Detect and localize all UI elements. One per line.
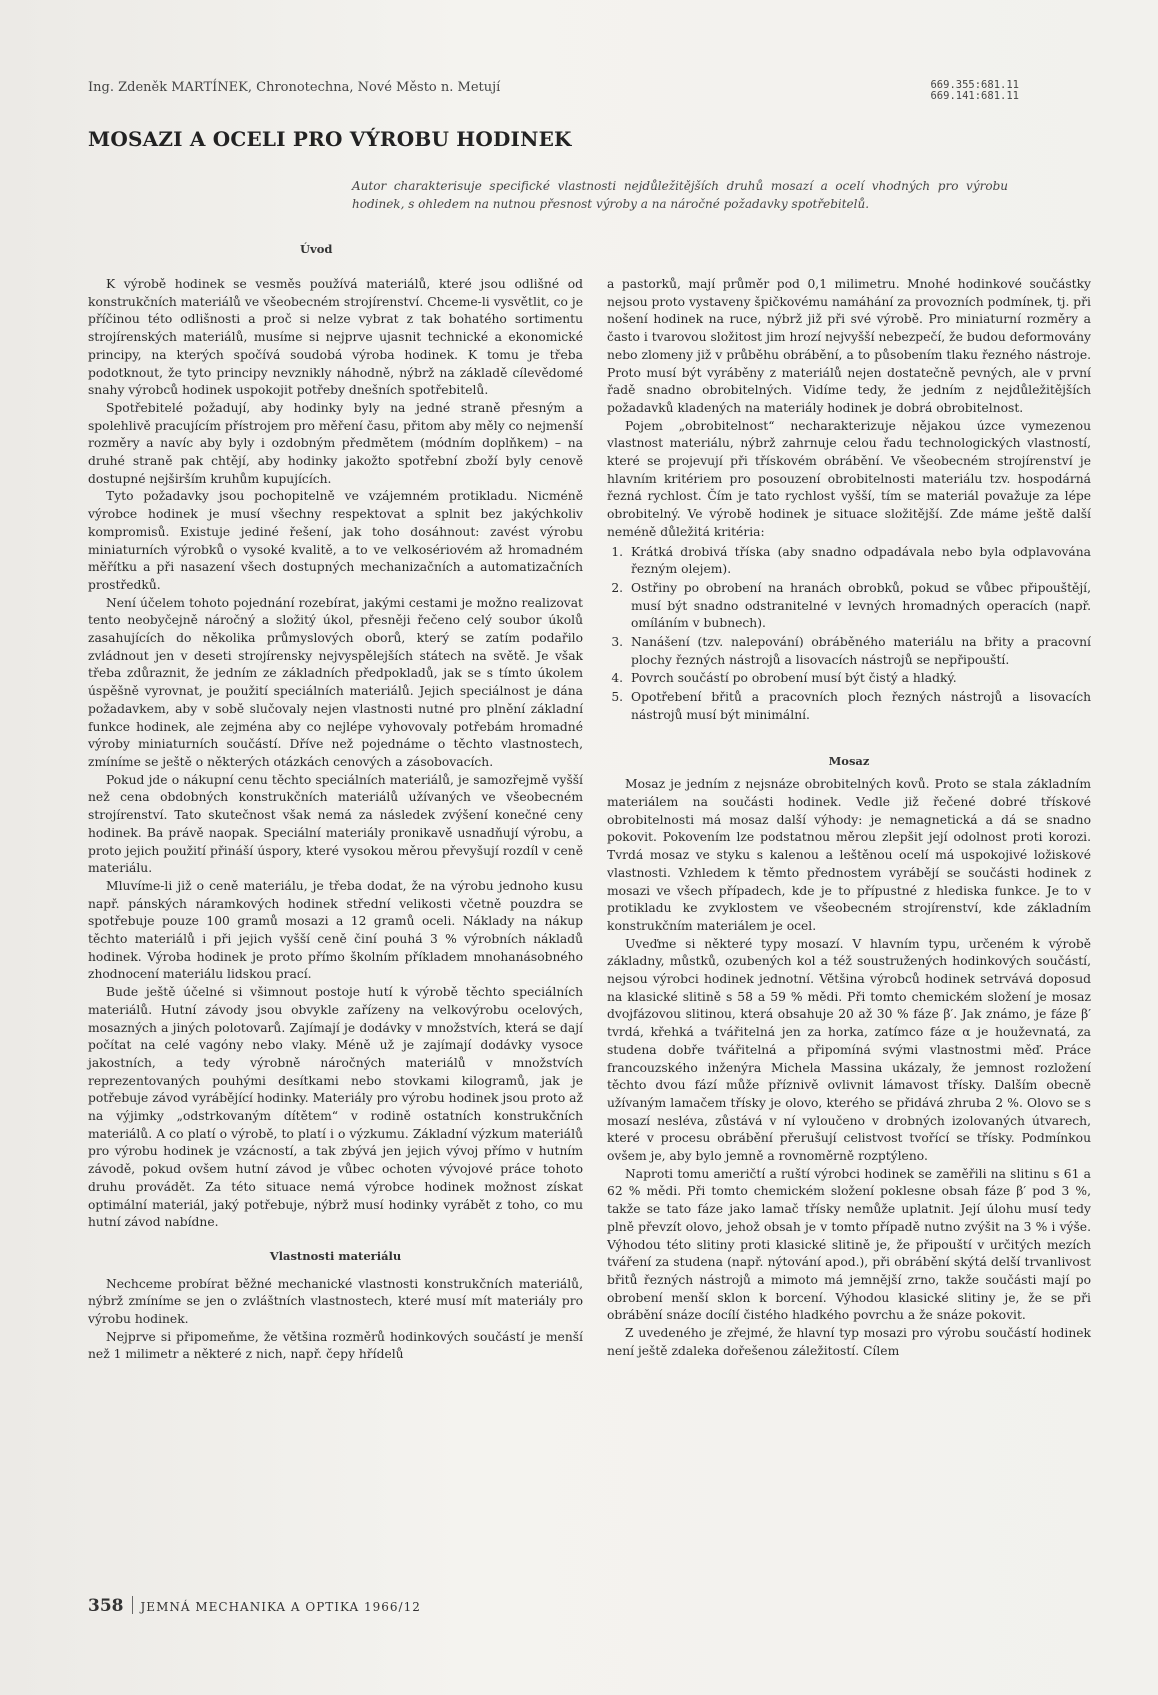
udc-code: 669.355:681.11 (930, 79, 1019, 91)
section-heading-properties: Vlastnosti materiálu (269, 1248, 402, 1263)
list-item: 2. Ostřiny po obrobení na hranách obrobků, pokud se vůbec připouštějí, musí být snadno odstranitelné v levných hromadných operacích (např. omíláním v bubnech). (627, 580, 1091, 633)
paragraph: Bude ještě účelné si všimnout postoje hutí k výrobě těchto speciálních materiálů. Hutní závody jsou obvykle zařízeny na velkovýrobu ocelových, mosazných a jiných polotovarů. Zajímají je dodávky v množstvích, která se dají počítat na celé vagóny nebo vlaky. Méně už je zajímají dodávky vysoce jakostních, a tedy výrobně náročných materiálů v množstvích reprezentovaných pouhými desítkami nebo stovkami kilogramů, jak je potřebuje závod vyrábějící hodinky. Materiály pro výrobu hodinek jsou proto až na výjimky „odstrkovaným dítětem“ v rodině ostatních konstrukčních materiálů. A co platí o výrobě, to platí i o výzkumu. Základní výzkum materiálů pro výrobu hodinek je vzácností, a tak zbývá jen jejich vývoj přímo v hutním závodě, pokud ovšem hutní závod je vůbec ochoten vývojové práce tohoto druhu provádět. Za této situace nemá výrobce hodinek možnost získat optimální materiál, jaký potřebuje, nýbrž musí hodinky vyrábět z toho, co mu hutní závod nabídne. (88, 985, 583, 1230)
right-column (607, 276, 1091, 1360)
paragraph: K výrobě hodinek se vesměs používá materiálů, které jsou odlišné od konstrukčních materiálů ve všeobecném strojírenství. Chceme-li vysvětlit, co je příčinou této odlišnosti a proč si nelze vybrat z tak bohatého sortimentu strojírenských materiálů, musíme si nejprve ujasnit technické a ekonomické principy, na kterých spočívá soudobá výroba hodinek. K tomu je třeba podotknout, že tyto principy nevznikly náhodně, nýbrž na základě cílevědomé snahy výrobců hodinek uspokojit potřeby dnešních spotřebitelů. (88, 277, 583, 398)
udc-code: 669.141:681.11 (930, 90, 1019, 102)
abstract: Autor charakterisuje specifické vlastnosti nejdůležitějších druhů mosazí a ocelí vhodných pro výrobu hodinek, s ohledem na nutnou přesnost výroby a na náročné požadavky spotřebitelů. (352, 179, 1008, 211)
paragraph: Mosaz je jedním z nejsnáze obrobitelných kovů. Proto se stala základním materiálem na součásti hodinek. Vedle již řečené dobré třískové obrobitelnosti má mosaz další výhody: je nemagnetická a dá se snadno pokovit. Pokovením lze podstatnou měrou zlepšit její odolnost proti korozi. Tvrdá mosaz ve styku s kalenou a leštěnou ocelí má uspokojivé ložiskové vlastnosti. Vzhledem k těmto přednostem vyrábějí se součásti hodinek z mosazi ve všech případech, kde je to přípustné z hlediska funkce. Je to v protikladu ke zvyklostem ve všeobecném strojírenství, kde základním konstrukčním materiálem je ocel. (607, 777, 1091, 933)
section-heading-brass: Mosaz (828, 753, 870, 768)
paragraph: Nejprve si připomeňme, že většina rozměrů hodinkových součástí je menší než 1 milimetr a některé z nich, např. čepy hřídelů (88, 1329, 583, 1362)
paragraph: Není účelem tohoto pojednání rozebírat, jakými cestami je možno realizovat tento neobyčejně náročný a složitý úkol, přesněji řečeno celý soubor úkolů zasahujících do několika průmyslových oborů, který se zatím podařilo zvládnout jen v deseti strojírensky nejvyspělejších státech na světě. Je však třeba zdůraznit, že jedním ze základních předpokladů, jak se s tímto úkolem úspěšně vyrovnat, je použití speciálních materiálů. Jejich speciálnost je dána požadavkem, aby v sobě slučovaly nejen vlastnosti nutné pro plnění základní funkce hodinek, ale zejména aby co nejlépe vyhovovaly potřebám hromadné výroby miniaturních součástí. Dříve než pojednáme o těchto vlastnostech, zmíníme se ještě o některých otázkách cenových a zásobovacích. (88, 595, 583, 769)
udc-codes (930, 80, 1019, 102)
paragraph: Spotřebitelé požadují, aby hodinky byly na jedné straně přesným a spolehlivě pracujícím přístrojem pro měření času, přitom aby měly co nejmenší rozměry a navíc aby byly i ozdobným předmětem (módním doplňkem) – na druhé straně pak chtějí, aby hodinky jakožto spotřební zboží byly cenově dostupné nejširším kruhům kupujících. (88, 400, 583, 486)
list-item: 1. Krátká drobivá tříska (aby snadno odpadávala nebo byla odplavována řezným olejem). (627, 544, 1091, 579)
paragraph: Nechceme probírat běžné mechanické vlastnosti konstrukčních materiálů, nýbrž zmíníme se jen o zvláštních vlastnostech, které musí mít materiály pro výrobu hodinek. (88, 1276, 583, 1327)
paragraph: Pojem „obrobitelnost“ necharakterizuje nějakou úzce vymezenou vlastnost materiálu, nýbrž zahrnuje celou řadu technologických vlastností, které se projevují při třískovém obrábění. Ve všeobecném strojírenství je hlavním kritériem pro posouzení obrobitelnosti materiálu tzv. hospodárná řezná rychlost. Čím je tato rychlost vyšší, tím se materiál považuje za lépe obrobitelný. Ve výrobě hodinek je situace složitější. Zde máme ještě další neméně důležitá kritéria: (607, 418, 1091, 539)
criteria-list (607, 544, 1091, 725)
paragraph: Z uvedeného je zřejmé, že hlavní typ mosazi pro výrobu součástí hodinek není ještě zdaleka dořešenou záležitostí. Cílem (607, 1326, 1091, 1358)
page-number: 358 (88, 1596, 124, 1616)
paragraph: Pokud jde o nákupní cenu těchto speciálních materiálů, je samozřejmě vyšší než cena obdobných konstrukčních materiálů užívaných ve všeobecném strojírenství. Tato skutečnost však nemá za následek zvýšení konečné ceny hodinek. Ba právě naopak. Speciální materiály pronikavě usnadňují výrobu, a proto jejich použití přináší úspory, které vysokou měrou převyšují rozdíl v ceně materiálu. (88, 772, 583, 876)
journal-name: JEMNÁ MECHANIKA A OPTIKA 1966/12 (140, 1600, 421, 1614)
list-item: 3. Nanášení (tzv. nalepování) obráběného materiálu na břity a pracovní plochy řezných nástrojů a lisovacích nástrojů se nepřipouští. (627, 634, 1091, 669)
footer-divider (132, 1596, 133, 1614)
article-title: MOSAZI A OCELI PRO VÝROBU HODINEK (88, 127, 572, 151)
paragraph: a pastorků, mají průměr pod 0,1 milimetru. Mnohé hodinkové součástky nejsou proto vystaveny špičkovému namáhání za provozních podmínek, tj. při nošení hodinek na ruce, nýbrž již při své výrobě. Pro miniaturní rozměry a často i tvarovou složitost jim hrozí nejvyšší nebezpečí, že budou deformovány nebo zlomeny již v průběhu obrábění, a to působením tlaku řezného nástroje. Proto musí být vyráběny z materiálů nejen dostatečně pevných, ale v první řadě snadno obrobitelných. Vidíme tedy, že jedním z nejdůležitějších požadavků kladených na materiály hodinek je dobrá obrobitelnost. (607, 277, 1091, 415)
left-column (88, 276, 583, 1364)
list-item: 4. Povrch součástí po obrobení musí být čistý a hladký. (627, 670, 1091, 688)
paragraph: Naproti tomu američtí a ruští výrobci hodinek se zaměřili na slitinu s 61 a 62 % mědi. Při tomto chemickém složení poklesne obsah fáze β′ pod 3 %, takže se tato fáze jako lamač třísky nemůže uplatnit. Její úlohu musí tedy plně převzít olovo, jehož obsah je v tomto případě nutno zvýšit na 3 % i výše. Výhodou této slitiny proti klasické slitině je, že připouští v určitých mezích tváření za studena (např. nýtování apod.), při obrábění skýtá delší trvanlivost břitů řezných nástrojů a mimoto má jemnější zrno, takže součásti mají po obrobení menší sklon k borcení. Výhodou klasické slitiny je, že se při obrábění snáze docílí čistého hladkého povrchu a že snáze pokovit. (607, 1166, 1091, 1323)
paragraph: Uveďme si některé typy mosazí. V hlavním typu, určeném k výrobě základny, můstků, ozubených kol a též soustružených hodinkových součástí, nejsou výrobci hodinek jednotní. Většina výrobců hodinek setrvává doposud na klasické slitině s 58 a 59 % mědi. Při tomto chemickém složení je mosaz dvojfázovou slitinou, která obsahuje 20 až 30 % fáze β′. Jak známo, je fáze β′ tvrdá, křehká a tvářitelná jen za horka, zatímco fáze α je houževnatá, za studena dobře tvářitelná a připomíná svými vlastnostmi měď. Práce francouzského inženýra Michela Massina ukázaly, že jemnost rozložení těchto dvou fází může příznivě ovlivnit lámavost třísky. Dalším obecně užívaným lamačem třísky je olovo, kterého se přidává zhruba 2 %. Olovo se s mosazí nesléva, zůstává v ní vyloučeno v drobných izolovaných útvarech, které v procesu obrábění přerušují celistvost tvořící se třísky. Podmínkou ovšem je, aby bylo jemně a rovnoměrně rozptýleno. (607, 936, 1091, 1164)
list-item: 5. Opotřebení břitů a pracovních ploch řezných nástrojů a lisovacích nástrojů musí být minimální. (627, 689, 1091, 724)
paragraph: Tyto požadavky jsou pochopitelně ve vzájemném protikladu. Nicméně výrobce hodinek je musí všechny respektovat a splnit bez jakýchkoliv kompromisů. Existuje jediné řešení, jak toho dosáhnout: zavést výrobu miniaturních výrobků o vysoké kvalitě, a to ve velkosériovém až hromadném měřítku a při nasazení všech dostupných mechanizačních a automatizačních prostředků. (88, 489, 583, 592)
section-heading-intro: Úvod (300, 242, 333, 256)
paragraph: Mluvíme-li již o ceně materiálu, je třeba dodat, že na výrobu jednoho kusu např. pánských náramkových hodinek střední velikosti včetně pouzdra se spotřebuje pouze 100 gramů mosazi a 12 gramů oceli. Náklady na nákup těchto materiálů i při jejich vyšší ceně činí pouhá 3 % výrobních nákladů hodinek. Výroba hodinek je proto přímo školním příkladem mnohanásobného zhodnocení materiálu lidskou prací. (88, 878, 583, 982)
author-line: Ing. Zdeněk MARTÍNEK, Chronotechna, Nové Město n. Metují (88, 80, 501, 95)
page-footer (88, 1596, 421, 1616)
